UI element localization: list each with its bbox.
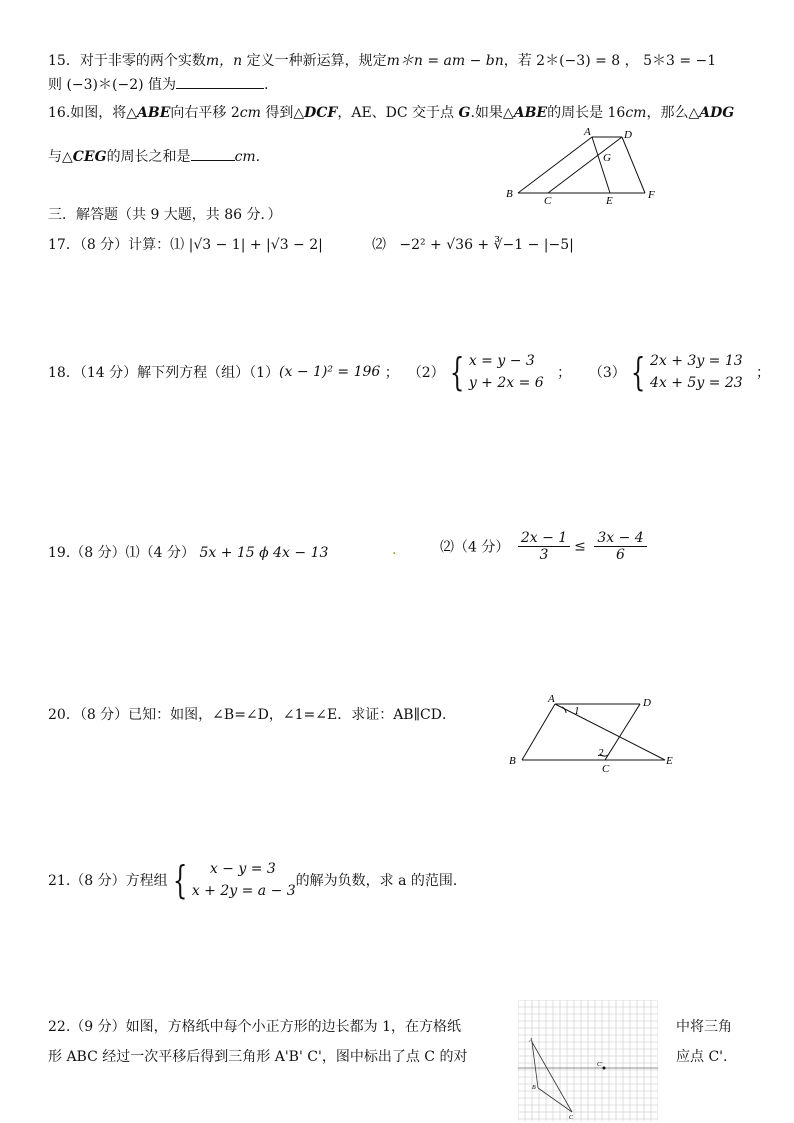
q16-g: G bbox=[458, 105, 471, 121]
q17-p1-expr: |√3 − 1| + |√3 − 2| bbox=[188, 237, 323, 253]
q15-intro: 15．对于非零的两个实数 bbox=[48, 53, 206, 69]
q16-line2 bbox=[48, 146, 260, 166]
q16-adg: ADG bbox=[699, 105, 735, 121]
q18-sep3: ； bbox=[756, 365, 771, 381]
q19-dot: . bbox=[392, 542, 397, 558]
q16-t2: 向右平移 2 bbox=[170, 105, 240, 121]
q16-figure bbox=[500, 126, 670, 206]
fig16-label-g: G bbox=[603, 152, 611, 164]
q22-line1b: 中将三角 bbox=[676, 1019, 732, 1035]
q16-l2b: 的周长之和是 bbox=[106, 149, 191, 165]
q22-line2a: 形 ABC 经过一次平移后得到三角形 A'B' C'，图中标出了点 C 的对 bbox=[48, 1049, 468, 1065]
q18-p3-eq2: 4x + 5y = 23 bbox=[649, 375, 743, 391]
q18-sep2: ； bbox=[557, 365, 572, 381]
grid-label-c-prime: C' bbox=[597, 1062, 603, 1068]
grid-label-c: C bbox=[569, 1115, 574, 1121]
q21-eq2: x + 2y = a − 3 bbox=[191, 883, 296, 899]
q18-p2-system bbox=[469, 350, 544, 394]
section-3-title: 三．解答题（共 9 大题，共 86 分．） bbox=[48, 207, 282, 223]
fig16-label-c: C bbox=[544, 195, 552, 206]
q15-line2 bbox=[48, 74, 268, 94]
grid-label-a: A bbox=[529, 1038, 533, 1044]
grid-lines bbox=[518, 1000, 658, 1121]
q15-vars: m，n bbox=[205, 53, 243, 69]
q17-p2-expr: −2² + √36 + ∛−1 − |−5| bbox=[399, 237, 574, 253]
q19-part1 bbox=[48, 542, 328, 562]
q18-p3-label: （3） bbox=[588, 365, 626, 381]
fig20-label-e: E bbox=[666, 755, 673, 767]
q19-part2 bbox=[440, 530, 651, 563]
q21-system bbox=[192, 858, 296, 902]
q18-p3-brace: { bbox=[630, 350, 646, 394]
q17-part2 bbox=[372, 234, 574, 254]
q22-line1a: 22.（9 分）如图，方格纸中每个小正方形的边长都为 1，在方格纸 bbox=[48, 1019, 461, 1035]
q16-answer-blank[interactable] bbox=[191, 146, 235, 161]
q16-t7: ，那么△ bbox=[646, 105, 700, 121]
q16-abe-2: ABE bbox=[513, 105, 548, 121]
q18-p2-label: （2） bbox=[407, 365, 445, 381]
q19-p2-label: ⑵（4 分） bbox=[440, 539, 510, 556]
q21 bbox=[48, 858, 457, 902]
q16-abe: ABE bbox=[137, 105, 171, 121]
q16-cm-2: cm bbox=[625, 105, 647, 121]
fig20-label-1: 1 bbox=[574, 705, 580, 717]
q19-f2-den: 6 bbox=[616, 547, 625, 563]
q18-p3-eq1: 2x + 3y = 13 bbox=[649, 353, 743, 369]
q18-p1-label: （1） bbox=[249, 365, 280, 381]
q16-t6: 的周长是 16 bbox=[547, 105, 626, 121]
q16-line1 bbox=[48, 102, 734, 122]
fig20-label-d: D bbox=[643, 697, 651, 709]
q18-p2-eq2: y + 2x = 6 bbox=[468, 375, 544, 391]
q18-p2-brace: { bbox=[449, 350, 464, 394]
q18-head: 18．（14 分）解下列方程（组） bbox=[48, 365, 250, 381]
q20-text: 20．（8 分）已知：如图，∠B=∠D，∠1=∠E．求证：AB∥CD． bbox=[48, 707, 456, 723]
q22-grid-figure bbox=[518, 1000, 658, 1121]
fig20-label-2: 2 bbox=[598, 747, 604, 759]
q17-p2-label: ⑵ bbox=[372, 237, 386, 253]
q16-ceg: CEG bbox=[72, 149, 107, 165]
q15-rule: m＊n = am − bn bbox=[386, 53, 504, 69]
q18-sep1: ； bbox=[384, 365, 399, 381]
q19-rel: ≤ bbox=[574, 538, 586, 555]
q19-head: 19.（8 分）⑴（4 分） bbox=[48, 545, 195, 561]
q15-question: 则 (−3)＊(−2) 值为 bbox=[48, 77, 177, 93]
fig20-label-c: C bbox=[602, 763, 610, 774]
fig20-label-b: B bbox=[509, 755, 516, 767]
q16-l2c: cm. bbox=[234, 149, 261, 165]
fig16-label-a: A bbox=[584, 126, 591, 138]
q19-p1-expr: 5x + 15 ϕ 4x − 13 bbox=[199, 545, 329, 561]
q17-p1-label: ⑴ bbox=[170, 237, 185, 253]
fig16-label-d: D bbox=[624, 129, 632, 141]
q19-f2-num: 3x − 4 bbox=[594, 530, 646, 547]
q16-t5: .如果△ bbox=[470, 105, 514, 121]
q21-brace: { bbox=[172, 858, 187, 902]
grid-label-b: B bbox=[532, 1085, 536, 1091]
fig16-label-f: F bbox=[648, 189, 655, 201]
q19-f1-num: 2x − 1 bbox=[518, 530, 570, 547]
fig16-label-b: B bbox=[506, 188, 513, 200]
q21-head: 21.（8 分）方程组 bbox=[48, 873, 168, 889]
fig16-label-e: E bbox=[606, 195, 613, 206]
q17-head: 17．（8 分）计算： bbox=[48, 237, 171, 253]
q15-end: . bbox=[264, 77, 269, 93]
q16-t4: ，AE、DC 交于点 bbox=[337, 105, 459, 121]
q18-p3-system bbox=[650, 350, 743, 394]
q18-p1-expr: (x − 1)² = 196 bbox=[279, 364, 381, 380]
q21-tail: 的解为负数，求 a 的范围. bbox=[295, 873, 458, 889]
q19-f1-den: 3 bbox=[539, 547, 549, 563]
q16-dcf: DCF bbox=[304, 105, 338, 121]
q22-line2b: 应点 C'. bbox=[676, 1049, 728, 1065]
q16-t3: 得到△ bbox=[260, 105, 305, 121]
q15-cond1: ，若 2＊(−3) = 8 ， bbox=[503, 53, 639, 69]
q15-define: 定义一种新运算，规定 bbox=[246, 53, 387, 69]
q19-frac1 bbox=[518, 530, 570, 563]
fig20-label-a: A bbox=[548, 693, 555, 705]
q16-t1: 16.如图，将△ bbox=[48, 105, 138, 121]
q15-line1 bbox=[48, 50, 716, 70]
q16-l2a: 与△ bbox=[48, 149, 73, 165]
q15-cond2: 5＊3 = −1 bbox=[643, 53, 717, 69]
q18-p2-eq1: x = y − 3 bbox=[468, 353, 535, 369]
q19-frac2 bbox=[594, 530, 646, 563]
q16-cm: cm bbox=[239, 105, 261, 121]
q15-answer-blank[interactable] bbox=[176, 74, 264, 89]
q20-figure bbox=[500, 692, 685, 774]
q18 bbox=[48, 350, 770, 394]
q17 bbox=[48, 234, 323, 254]
q21-eq1: x − y = 3 bbox=[209, 861, 276, 877]
